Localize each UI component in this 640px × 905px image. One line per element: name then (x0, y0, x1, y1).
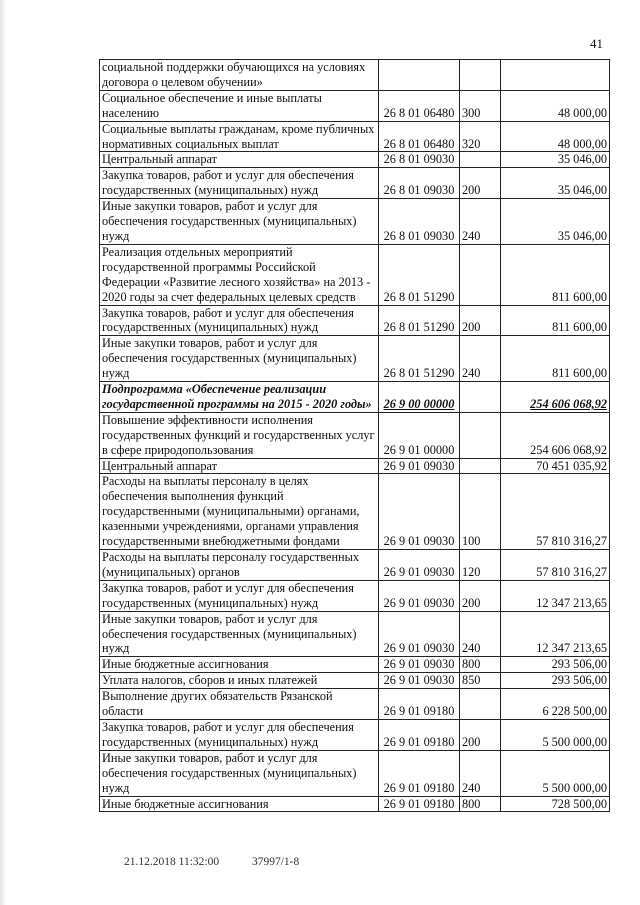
cell-name: Расходы на выплаты персоналу государственных (муниципальных) органов (100, 550, 379, 581)
cell-code: 26 9 01 00000 (379, 412, 460, 458)
footer (124, 856, 329, 868)
cell-code: 26 9 01 09180 (379, 796, 460, 812)
table-row (100, 611, 610, 657)
cell-amount: 48 000,00 (501, 121, 610, 152)
cell-code: 26 9 01 09030 (379, 580, 460, 611)
scan-edge-shadow (0, 0, 6, 905)
cell-amount: 811 600,00 (501, 336, 610, 382)
cell-name: Иные закупки товаров, работ и услуг для обеспечения государственных (муниципальных) нужд (100, 611, 379, 657)
cell-name: Закупка товаров, работ и услуг для обеспечения государственных (муниципальных) нужд (100, 168, 379, 199)
cell-code: 26 9 01 09030 (379, 673, 460, 689)
table-row (100, 474, 610, 550)
cell-name: Уплата налогов, сборов и иных платежей (100, 673, 379, 689)
cell-name: Социальное обеспечение и иные выплаты населению (100, 90, 379, 121)
cell-amount: 254 606 068,92 (501, 412, 610, 458)
table-row (100, 796, 610, 812)
cell-name: Иные закупки товаров, работ и услуг для обеспечения государственных (муниципальных) нужд (100, 336, 379, 382)
cell-name: Центральный аппарат (100, 458, 379, 474)
cell-amount: 5 500 000,00 (501, 750, 610, 796)
cell-amount: 811 600,00 (501, 305, 610, 336)
cell-amount: 12 347 213,65 (501, 580, 610, 611)
cell-name: Реализация отдельных мероприятий государственной программы Российской Федерации «Развитие лесного хозяйства» на 2013 - 2020 годы за счет федеральных целевых средств (100, 244, 379, 305)
cell-expense-type: 240 (460, 336, 501, 382)
cell-code: 26 8 01 09030 (379, 199, 460, 245)
footer-doc-id: 37997/1-8 (251, 856, 300, 868)
table-row (100, 689, 610, 720)
cell-amount (501, 60, 610, 91)
cell-expense-type: 320 (460, 121, 501, 152)
table-row (100, 719, 610, 750)
cell-code: 26 9 01 09030 (379, 474, 460, 550)
cell-expense-type (460, 412, 501, 458)
cell-name: Социальные выплаты гражданам, кроме публичных нормативных социальных выплат (100, 121, 379, 152)
cell-expense-type (460, 244, 501, 305)
cell-name: Выполнение других обязательств Рязанской области (100, 689, 379, 720)
budget-table (99, 59, 610, 812)
table-row (100, 244, 610, 305)
table-row (100, 750, 610, 796)
cell-expense-type: 800 (460, 657, 501, 673)
cell-code: 26 9 01 09030 (379, 458, 460, 474)
cell-name: Иные бюджетные ассигнования (100, 796, 379, 812)
cell-expense-type (460, 458, 501, 474)
cell-code: 26 8 01 09030 (379, 168, 460, 199)
cell-amount: 35 046,00 (501, 199, 610, 245)
cell-name: Расходы на выплаты персоналу в целях обеспечения выполнения функций государственными (муниципальными) органами, казенными учреждениями, органами управления государственными внебюджетными фондами (100, 474, 379, 550)
table-row (100, 121, 610, 152)
table-row (100, 412, 610, 458)
table-row (100, 673, 610, 689)
table-row (100, 90, 610, 121)
cell-expense-type (460, 382, 501, 413)
cell-expense-type: 240 (460, 611, 501, 657)
cell-amount: 728 500,00 (501, 796, 610, 812)
cell-code: 26 8 01 06480 (379, 90, 460, 121)
table-row (100, 305, 610, 336)
table-row (100, 458, 610, 474)
table-row (100, 152, 610, 168)
cell-amount: 293 506,00 (501, 657, 610, 673)
cell-code: 26 9 01 09180 (379, 689, 460, 720)
cell-expense-type (460, 689, 501, 720)
table-row (100, 382, 610, 413)
cell-amount: 48 000,00 (501, 90, 610, 121)
cell-expense-type: 120 (460, 550, 501, 581)
cell-amount: 57 810 316,27 (501, 474, 610, 550)
cell-amount: 254 606 068,92 (501, 382, 610, 413)
cell-name: Иные закупки товаров, работ и услуг для обеспечения государственных (муниципальных) нужд (100, 199, 379, 245)
cell-amount: 6 228 500,00 (501, 689, 610, 720)
cell-code (379, 60, 460, 91)
cell-amount: 70 451 035,92 (501, 458, 610, 474)
cell-expense-type: 240 (460, 750, 501, 796)
table-row (100, 657, 610, 673)
table-row (100, 60, 610, 91)
cell-name: Подпрограмма «Обеспечение реализации государственной программы на 2015 - 2020 годы» (100, 382, 379, 413)
cell-expense-type: 200 (460, 168, 501, 199)
cell-expense-type: 200 (460, 719, 501, 750)
cell-code: 26 9 01 09030 (379, 611, 460, 657)
cell-amount: 811 600,00 (501, 244, 610, 305)
cell-expense-type: 300 (460, 90, 501, 121)
cell-name: Закупка товаров, работ и услуг для обеспечения государственных (муниципальных) нужд (100, 305, 379, 336)
cell-code: 26 8 01 09030 (379, 152, 460, 168)
cell-name: Закупка товаров, работ и услуг для обеспечения государственных (муниципальных) нужд (100, 719, 379, 750)
table-row (100, 336, 610, 382)
cell-expense-type: 200 (460, 305, 501, 336)
cell-expense-type (460, 60, 501, 91)
cell-name: Центральный аппарат (100, 152, 379, 168)
cell-expense-type: 800 (460, 796, 501, 812)
cell-name: Повышение эффективности исполнения государственных функций и государственных услуг в сфере природопользования (100, 412, 379, 458)
cell-amount: 293 506,00 (501, 673, 610, 689)
cell-code: 26 8 01 51290 (379, 305, 460, 336)
cell-code: 26 9 01 09030 (379, 657, 460, 673)
cell-expense-type: 850 (460, 673, 501, 689)
cell-name: Закупка товаров, работ и услуг для обеспечения государственных (муниципальных) нужд (100, 580, 379, 611)
table-row (100, 580, 610, 611)
budget-table-body (100, 60, 610, 812)
cell-amount: 35 046,00 (501, 152, 610, 168)
cell-code: 26 9 01 09180 (379, 750, 460, 796)
page-number: 41 (590, 36, 603, 51)
cell-name: социальной поддержки обучающихся на условиях договора о целевом обучении» (100, 60, 379, 91)
cell-expense-type: 200 (460, 580, 501, 611)
cell-expense-type: 240 (460, 199, 501, 245)
table-row (100, 199, 610, 245)
cell-amount: 12 347 213,65 (501, 611, 610, 657)
cell-amount: 35 046,00 (501, 168, 610, 199)
cell-code: 26 8 01 51290 (379, 336, 460, 382)
cell-amount: 57 810 316,27 (501, 550, 610, 581)
table-row (100, 550, 610, 581)
cell-code: 26 9 01 09030 (379, 550, 460, 581)
footer-datetime: 21.12.2018 11:32:00 (124, 856, 220, 868)
cell-expense-type: 100 (460, 474, 501, 550)
cell-code: 26 8 01 06480 (379, 121, 460, 152)
cell-code: 26 9 00 00000 (379, 382, 460, 413)
cell-expense-type (460, 152, 501, 168)
table-row (100, 168, 610, 199)
cell-name: Иные бюджетные ассигнования (100, 657, 379, 673)
cell-code: 26 8 01 51290 (379, 244, 460, 305)
cell-code: 26 9 01 09180 (379, 719, 460, 750)
cell-amount: 5 500 000,00 (501, 719, 610, 750)
cell-name: Иные закупки товаров, работ и услуг для обеспечения государственных (муниципальных) нужд (100, 750, 379, 796)
